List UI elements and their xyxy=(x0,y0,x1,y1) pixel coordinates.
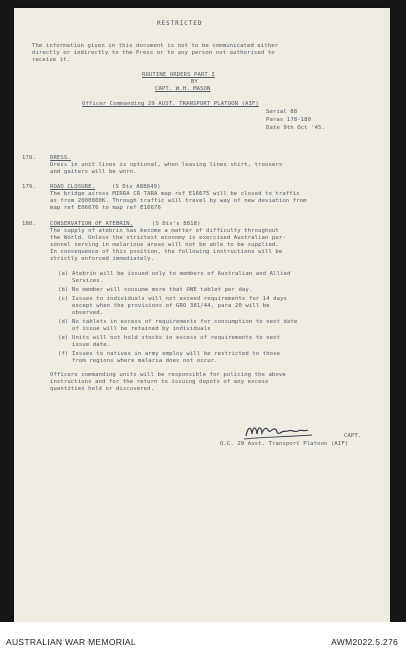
para-line: In consequence of this position, the following instructions will be xyxy=(50,249,283,255)
item-line: Units will not hold stocks in excess of requirements to next xyxy=(72,335,281,341)
para-number: 180. xyxy=(22,221,36,227)
item-label: (a) xyxy=(58,271,69,277)
item-line: observed. xyxy=(72,310,104,316)
para-title: DRESS. xyxy=(50,155,71,161)
para-line: and gaiters will be worn. xyxy=(50,169,137,175)
item-label: (b) xyxy=(58,287,69,293)
para-line: as from 2000800K. Through traffic will travel by way of new deviation from xyxy=(50,198,307,204)
item-line: issue date. xyxy=(72,342,111,348)
item-line: except when the provisions of GRO 381/44, para 20 will be xyxy=(72,303,270,309)
item-line: Atebrin will be issued only to members of Australian and Allied xyxy=(72,271,291,277)
notice-line: directly or indirectly to the Press or to any person not authorised to xyxy=(32,50,275,56)
item-line: Issues to individuals will not exceed requirements for 14 days xyxy=(72,296,287,302)
para-reference: (S Div A88849) xyxy=(112,184,161,190)
archive-footer xyxy=(0,622,406,653)
item-line: No tablets in excess of requirements for consumption to next date xyxy=(72,319,298,325)
notice-line: The information given in this document is not to be communicated either xyxy=(32,43,279,49)
para-line: strictly enforced immediately. xyxy=(50,256,155,262)
unit-name: Officer Commanding 29 AUST. TRANSPORT PLATOON (AIF) xyxy=(82,101,259,107)
item-line: from regions where malaria does not occur. xyxy=(72,358,218,364)
para-number: 179. xyxy=(22,184,36,190)
paras-range: Paras 178-180 xyxy=(266,117,312,123)
orders-author: CAPT. W.H. MASON xyxy=(155,86,211,92)
closing-line: quantities held or discovered. xyxy=(50,386,155,392)
para-line: map ref E06676 to map ref E16676 xyxy=(50,205,161,211)
para-title: ROAD CLOSURE. xyxy=(50,184,96,190)
para-line: sonnel serving in malarious areas will not be able to be supplied. xyxy=(50,242,279,248)
item-label: (d) xyxy=(58,319,69,325)
orders-by: BY xyxy=(191,79,198,85)
order-date: Date 9th Oct '45. xyxy=(266,125,325,131)
archive-name: AUSTRALIAN WAR MEMORIAL xyxy=(6,637,136,647)
notice-line: receive it. xyxy=(32,57,71,63)
classification-heading: RESTRICTED xyxy=(157,20,203,27)
para-line: The supply of atebrin has become a matter of difficulty throughout xyxy=(50,228,279,234)
signatory-rank: CAPT. xyxy=(344,433,362,439)
para-number: 178. xyxy=(22,155,36,161)
para-line: The bridge across MIRRA CR TARA map ref E16675 will be closed to traffic xyxy=(50,191,300,197)
closing-line: Officers commanding units will be responsible for policing the above xyxy=(50,372,286,378)
accession-number: AWM2022.5.276 xyxy=(331,637,398,647)
item-line: of issue will be retained by individuals xyxy=(72,326,211,332)
document-page xyxy=(14,8,390,622)
item-line: Issues to natives in army employ will be restricted to those xyxy=(72,351,281,357)
item-label: (f) xyxy=(58,351,69,357)
item-label: (c) xyxy=(58,296,69,302)
para-line: Dress in unit lines is optional, when leaving lines shirt, trousers xyxy=(50,162,283,168)
para-line: the World. Unless the strictest economy is exercised Australian per- xyxy=(50,235,286,241)
item-line: Services. xyxy=(72,278,104,284)
signatory-title: O.C. 29 Aust. Transport Platoon (AIF) xyxy=(220,441,349,447)
orders-title: ROUTINE ORDERS PART I xyxy=(142,72,215,78)
item-label: (e) xyxy=(58,335,69,341)
item-line: No member will consume more that ONE tablet per day. xyxy=(72,287,253,293)
closing-line: instructions and for the return to issuing depots of any excess xyxy=(50,379,269,385)
para-title: CONSERVATION OF ATEBRIN. xyxy=(50,221,134,227)
para-reference: (S Div's 8818) xyxy=(152,221,201,227)
serial-number: Serial 88 xyxy=(266,109,298,115)
